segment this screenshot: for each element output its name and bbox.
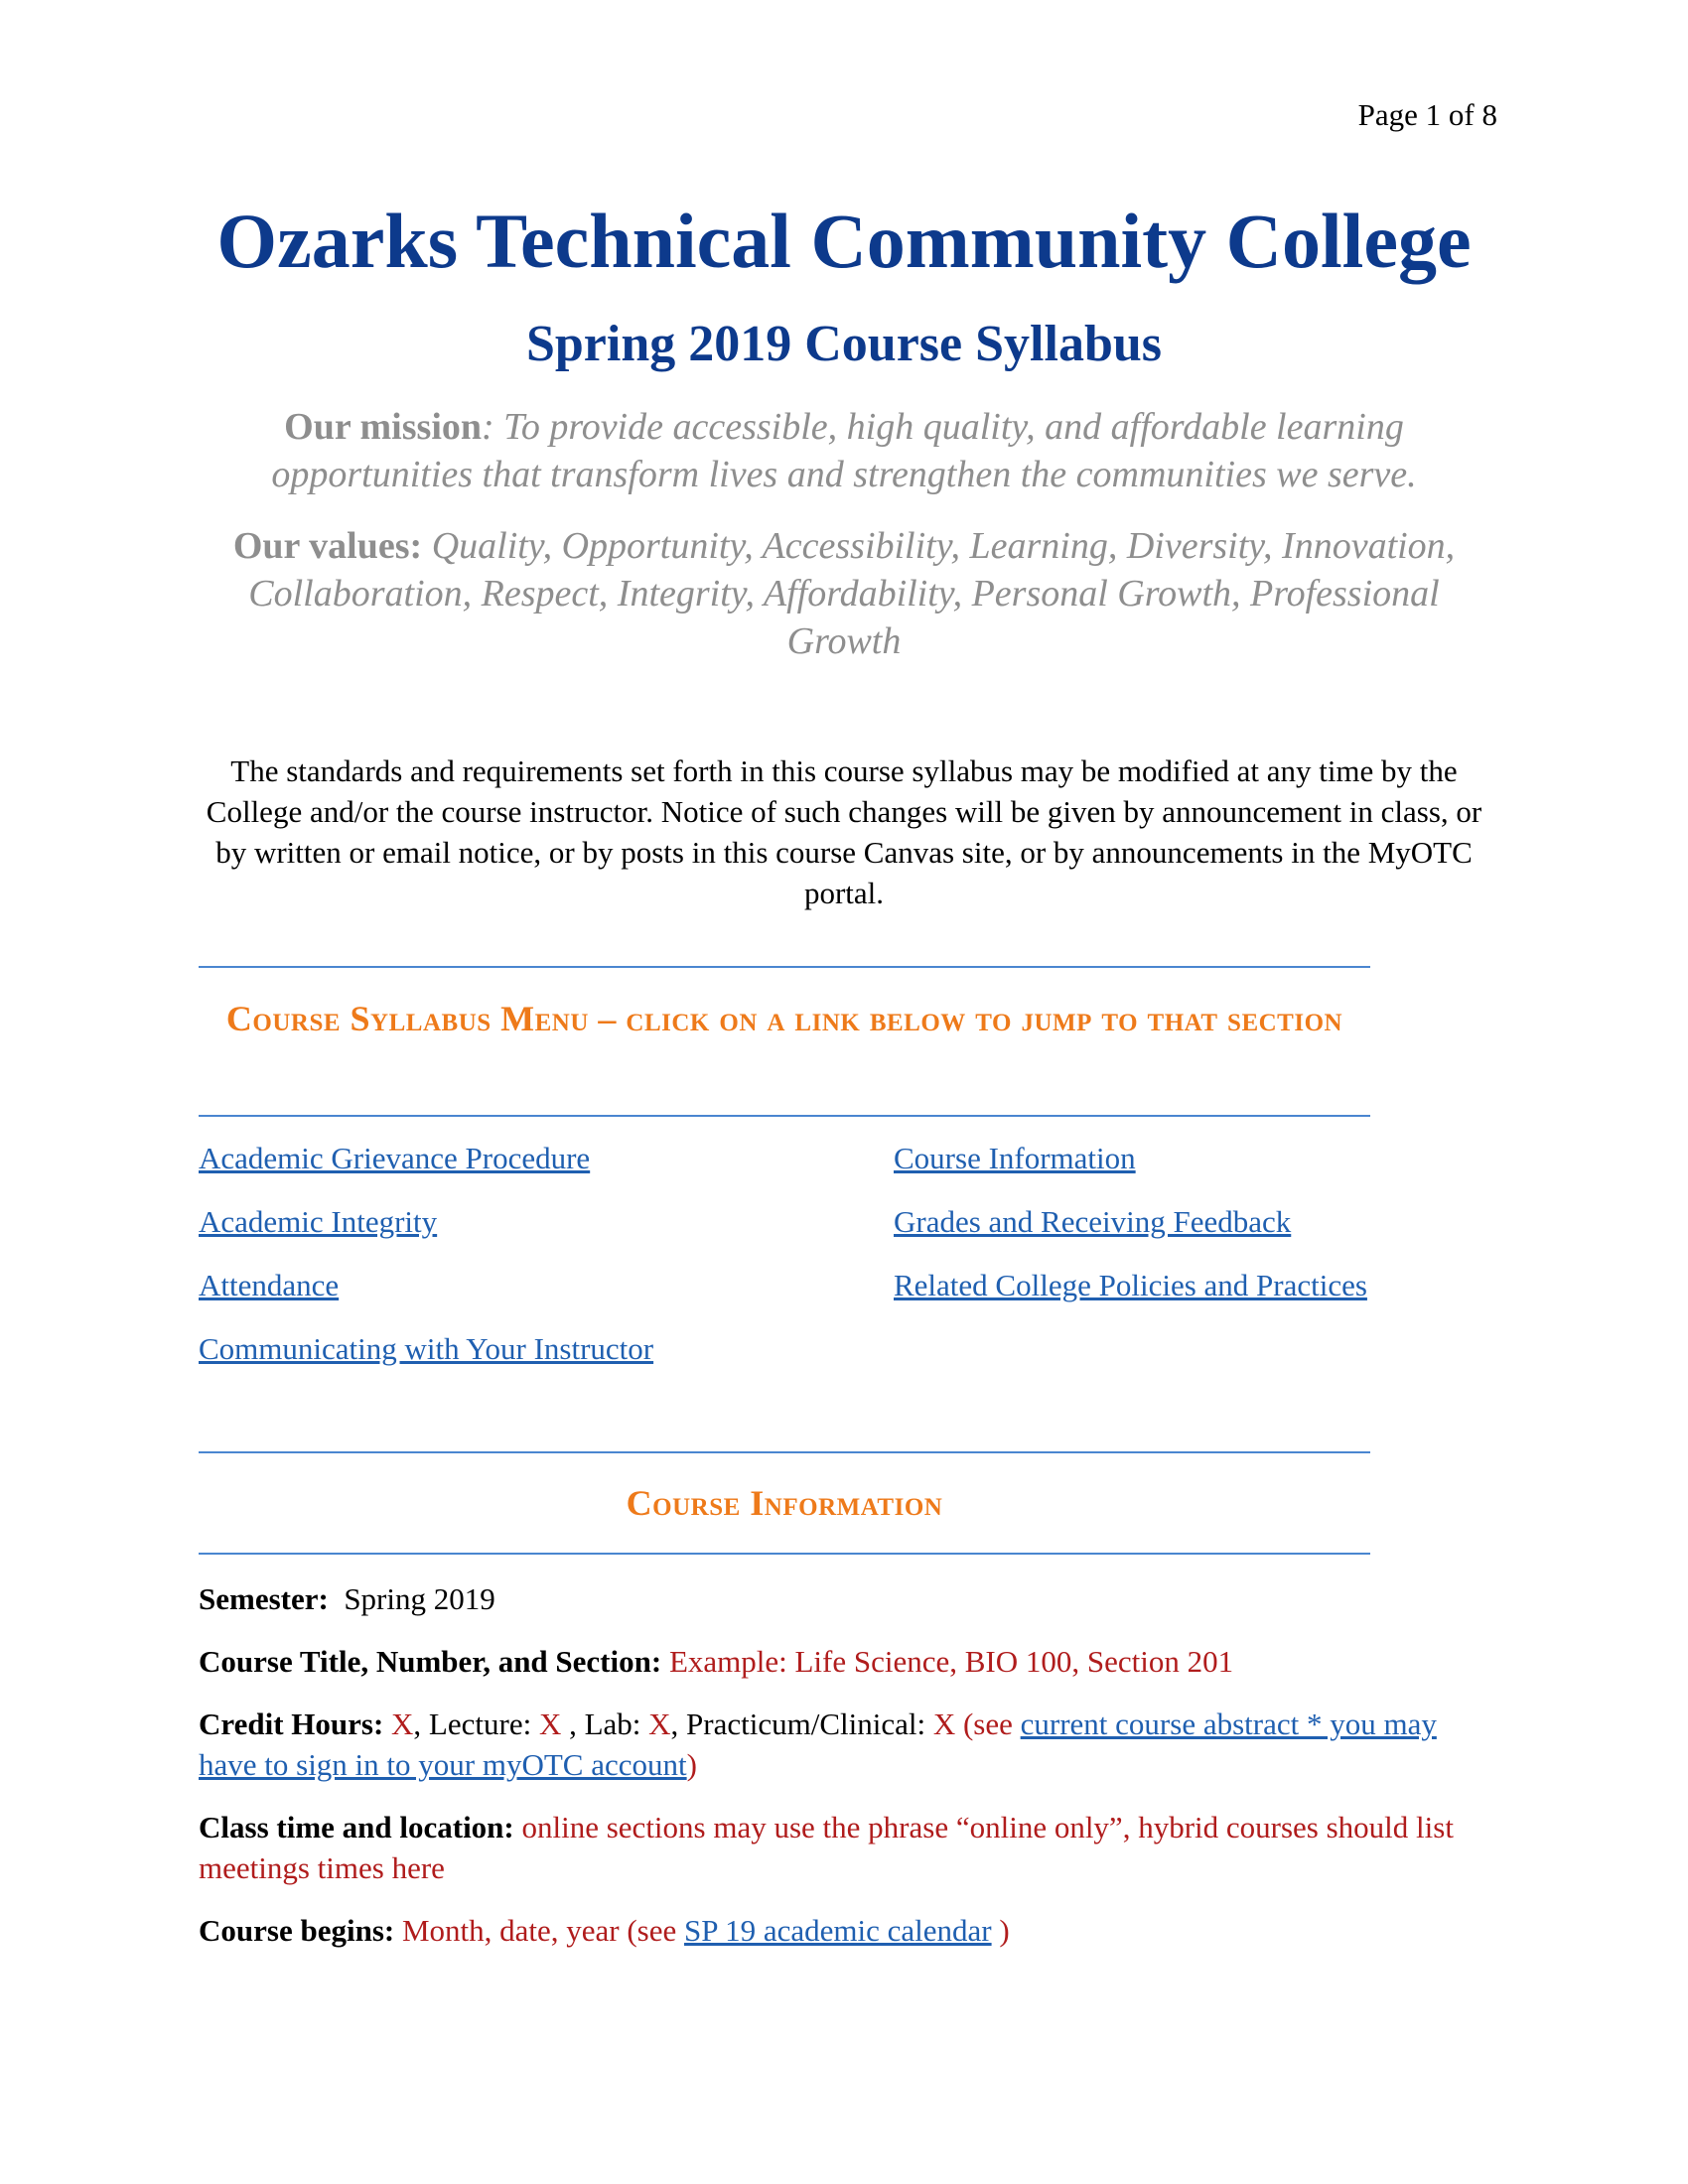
course-begins-label: Course begins: [199,1913,395,1948]
menu-links-right [894,1140,1367,1330]
syllabus-menu-heading: Course Syllabus Menu – click on a link below to jump to that section [225,999,1343,1038]
credit-hours-value: X [391,1706,414,1741]
menu-link-attendance[interactable]: Attendance [199,1268,340,1302]
syllabus-notice: The standards and requirements set forth in this course syllabus may be modified at any time by the College and/or the course instructor. Notice of such changes will be given by announcement in class, or by written or email notice, or by posts in this course Canvas site, or by announcements in the MyOTC portal. [206,753,1482,910]
course-begins-value: Month, date, year (see [401,1913,685,1948]
mission-text: : To provide accessible, high quality, and affordable learning opportunities that transform lives and strengthen the communities we serve. [271,406,1417,495]
mission-lead: Our mission [284,406,483,448]
menu-link-academic-integrity[interactable]: Academic Integrity [199,1204,438,1239]
class-time-line [199,1807,1489,1888]
divider [199,1553,1370,1555]
values-text: Quality, Opportunity, Accessibility, Learning, Diversity, Innovation, Collaboration, Respect, Integrity, Affordability, Personal Growth, Professional Growth [248,525,1456,662]
semester-line [199,1578,1489,1619]
lecture-label: , Lecture: [413,1706,539,1741]
divider [199,1451,1370,1453]
class-time-label: Class time and location: [199,1810,514,1844]
lab-label: , Lab: [561,1706,649,1741]
course-begins-close-paren: ) [991,1913,1010,1948]
menu-link-academic-grievance[interactable]: Academic Grievance Procedure [199,1141,591,1175]
practicum-label: , Practicum/Clinical: [670,1706,933,1741]
class-time-value: online sections may use the phrase “online only”, hybrid courses should list meetings times here [199,1810,1454,1885]
page-number: Page 1 of 8 [1357,97,1497,132]
course-begins-line [199,1910,1489,1951]
mission-statement [199,403,1489,498]
credit-hours-label: Credit Hours: [199,1706,384,1741]
menu-link-communicating[interactable]: Communicating with Your Instructor [199,1331,654,1366]
practicum-value: X [932,1706,956,1741]
values-lead: Our values: [232,525,423,567]
divider [199,966,1370,968]
syllabus-title: Spring 2019 Course Syllabus [525,316,1163,372]
semester-label: Semester: [199,1581,329,1616]
course-information-block [199,1578,1489,1973]
college-title: Ozarks Technical Community College [216,198,1472,284]
menu-links-left [199,1140,653,1394]
menu-link-course-information[interactable]: Course Information [894,1141,1136,1175]
lecture-value: X [538,1706,562,1741]
course-title-line [199,1641,1489,1682]
credit-close-paren: ) [686,1747,697,1782]
course-title-label: Course Title, Number, and Section: [199,1644,662,1679]
course-title-value: Example: Life Science, BIO 100, Section 201 [668,1644,1234,1679]
course-abstract-link[interactable]: current course abstract * you may have to sign in to your myOTC account [199,1706,1437,1782]
lab-value: X [648,1706,671,1741]
divider [199,1115,1370,1117]
menu-link-grades-feedback[interactable]: Grades and Receiving Feedback [894,1204,1292,1239]
course-information-heading: Course Information [626,1483,943,1523]
values-statement [199,522,1489,665]
semester-value: Spring 2019 [344,1581,495,1616]
menu-link-college-policies[interactable]: Related College Policies and Practices [894,1268,1367,1302]
academic-calendar-link[interactable]: SP 19 academic calendar [684,1913,992,1948]
credit-see-text: (see [955,1706,1021,1741]
credit-hours-line [199,1704,1489,1785]
